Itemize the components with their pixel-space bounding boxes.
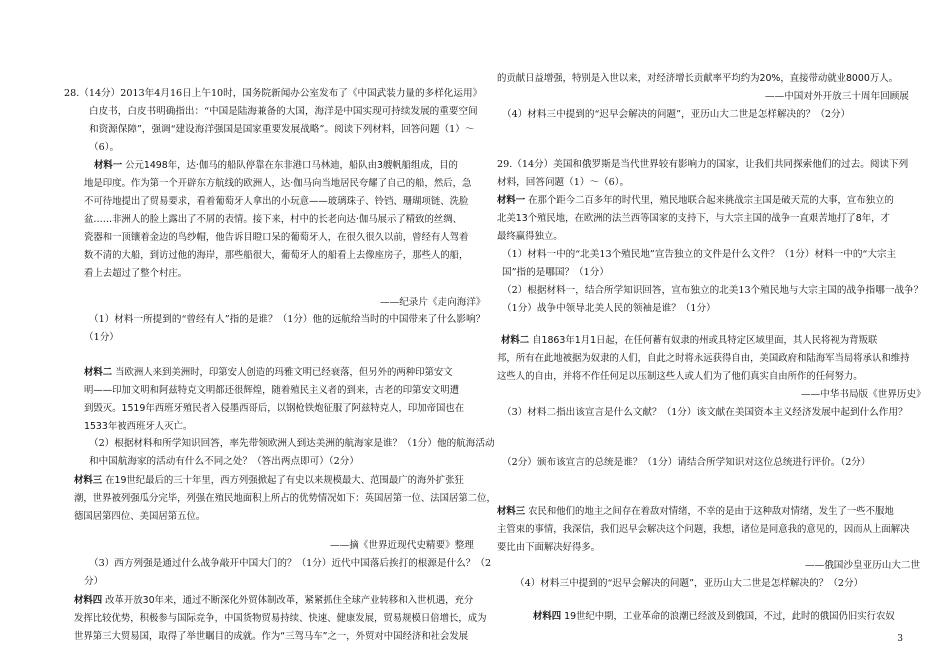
material-4-source: ——中国对外开放三十周年回顾展: [765, 91, 909, 102]
question-1: （1）材料一中的“北美13个殖民地”宣告独立的文件是什么文件？（1分）材料一中的“大宗主: [502, 249, 897, 260]
material-2-line: 材料二 自1863年1月1日起，在任何蓄有奴隶的州或具特定区域里面，其人民将视为背叛联: [501, 335, 878, 346]
material-2-line: 明——印加文明和阿兹特克文明都还很辉煌，随着殖民主义者的到来，古老的印第安文明遭: [84, 385, 460, 396]
material-1-line: 盆……非洲人的脸上露出了不屑的表情。接下来，村中的长老向达·伽马展示了精致的丝绸、: [84, 214, 462, 225]
material-1-line: 材料一 在那个距今二百多年的时代里，殖民地联合起来挑战宗主国是破天荒的大事，宣布独立的: [497, 195, 894, 206]
q28-line: 白皮书，白皮书明确指出：“中国是陆海兼备的大国，海洋是中国实现可持续发展的重要空间: [89, 106, 478, 117]
material-1-label: 材料一: [94, 160, 123, 171]
question-1: （1分）: [84, 332, 119, 343]
question-3: 分）: [84, 576, 104, 587]
q28-line: 和资源保障”，强调“建设海洋强国是国家重要发展战略”。阅读下列材料，回答问题（1）～: [89, 124, 475, 135]
material-1-line: 数不清的大船，到访过他的海岸，那些船很大，葡萄牙人的船看上去像座房子，那些人的船，: [84, 250, 469, 261]
material-1-line: 地是印度。作为第一个开辟东方航线的欧洲人，达·伽马向当地居民夸耀了自己的船，然后，急: [84, 178, 472, 189]
material-3-line: 材料三 在19世纪最后的三十年里，西方列强掀起了有史以来规模最大、范围最广的海外扩张狂: [74, 475, 464, 486]
material-4-line: 世界第三大贸易国，取得了举世瞩目的成就。作为“三驾马车”之一，外贸对中国经济和社会发展: [74, 631, 469, 642]
material-3-source: ——摘《世界近现代史精要》整理: [330, 540, 474, 551]
material-3-line: 潮，世界被列强瓜分完毕，列强在殖民地面积上所占的优势情况如下：英国居第一位、法国居第二位，: [74, 493, 496, 504]
q28-line: （6）。: [89, 142, 120, 153]
material-1-source: ——纪录片《走向海洋》: [380, 297, 486, 308]
material-3-line: 要比由下面解决好得多。: [497, 542, 601, 553]
q29-line: 29.（14分）美国和俄罗斯是当代世界较有影响力的国家，让我们共同探索他们的过去。阅读下列: [497, 159, 909, 170]
material-2-line: 这些人的自由，并将不作任何足以压制这些人或人们为了他们真实自由所作的任何努力。: [497, 371, 863, 382]
material-4-line: 发挥比较优势，积极参与国际竞争，中国货物贸易持续、快速、健康发展，贸易规模日倍增长，成为: [74, 613, 487, 624]
material-1-line: 不可待地提出了贸易要求，看着葡萄牙人拿出的小玩意——玻璃珠子、铃铛、珊瑚项链、洗脸: [84, 196, 469, 207]
question-3: （2分）颁布该宣言的总统是谁？（1分）请结合所学知识对这位总统进行评价。（2分）: [502, 457, 871, 468]
material-4-line: 材料四 改革开放30年来，通过不断深化外贸体制改革，紧紧抓住全球产业转移和入世机遇，充分: [74, 595, 474, 606]
question-4: （4）材料三中提到的“迟早会解决的问题”，亚历山大二世是怎样解决的？（2分）: [515, 578, 864, 589]
material-1-line: 瓷器和一顶镶着金边的鸟纱帽，他告诉目瞪口呆的葡萄牙人，在很久很久以前，曾经有人驾着: [84, 232, 469, 243]
material-3-label: 材料三: [497, 506, 526, 517]
page-number: 3: [897, 634, 903, 644]
material-2-line: 到毁灭。1519年西班牙殖民者入侵墨西哥后，以钢枪铁炮征服了阿兹特克人，印加帝国也在: [84, 403, 465, 414]
material-2-line: 邦，所有在此地被据为奴隶的人们，自此之时将永远获得自由，美国政府和陆海军当局将承认和维持: [497, 353, 910, 364]
material-4-continuation: 的贡献日益增强，特别是入世以来，对经济增长贡献率平均约为20%，直接带动就业8000万人。: [497, 73, 898, 84]
question-1: 国”指的是哪国？（1分）: [502, 267, 609, 278]
material-1-line: 北美13个殖民地，在欧洲的法兰西等国家的支持下，与大宗主国的战争一直艰苦地打了8年，才: [497, 213, 890, 224]
material-1-line: 材料一 公元1498年，达·伽马的船队停靠在东非港口马林迪，船队由3艘帆船组成，目的: [94, 160, 458, 171]
material-4-label: 材料四: [533, 611, 562, 622]
material-1-label: 材料一: [497, 195, 526, 206]
material-4-line: 材料四 19世纪中期，工业革命的浪潮已经波及到俄国，不过，此时的俄国仍旧实行农奴: [533, 611, 895, 622]
material-4-label: 材料四: [74, 595, 103, 606]
question-1: （1）材料一所提到的“曾经有人”指的是谁？（1分）他的远航给当时的中国带来了什么影响？: [89, 314, 486, 325]
q29-line: 材料，回答问题（1）～（6）。: [497, 177, 630, 188]
material-2-label: 材料二: [501, 335, 530, 346]
material-2-label: 材料二: [84, 367, 113, 378]
material-3-line: 主管束的事情，我深信，我们迟早会解决这个问题，我想，诸位是同意我的意见的，因而从上面解决: [497, 524, 910, 535]
material-3-line: 材料三 农民和他们的地主之间存在着敌对情绪，不幸的是由于这种敌对情绪，发生了一些不服地: [497, 506, 894, 517]
material-3-source: ——俄国沙皇亚历山大二世: [805, 560, 921, 571]
material-2-line: 材料二 当欧洲人来到美洲时，印第安人创造的玛雅文明已经衰落，但另外的两种印第安文: [84, 367, 453, 378]
question-3: （3）材料二指出该宣言是什么文献？（1分）该文献在美国资本主义经济发展中起到什么作用？: [502, 407, 908, 418]
material-1-line: 看上去超过了整个村庄。: [84, 268, 188, 279]
question-2: （2）根据材料一，结合所学知识回答，宣布独立的北美13个殖民地与大宗主国的战争指哪一战争？: [502, 285, 924, 296]
question-2: 和中国航海家的活动有什么不同之处？（答出两点即可）（2分）: [89, 456, 359, 467]
question-3: （3）西方列强是通过什么战争敲开中国大门的？（1分）近代中国落后挨打的根源是什么？（2: [89, 558, 492, 569]
material-3-line: 德国居第四位、美国居第五位。: [74, 511, 206, 522]
question-2: （2）根据材料和所学知识回答，率先带领欧洲人到达美洲的航海家是谁？（1分）他的航海活动: [89, 438, 495, 449]
material-3-label: 材料三: [74, 475, 103, 486]
question-2: （1分）战争中领导北美人民的领袖是谁？（1分）: [502, 303, 716, 314]
material-2-line: 1533年被西班牙人灭亡。: [84, 421, 193, 432]
question-4: （4）材料三中提到的“迟早会解决的问题”，亚历山大二世是怎样解决的？（2分）: [502, 109, 851, 120]
q28-line: 28.（14分）2013年4月16日上午10时，国务院新闻办公室发布了《中国武装力量的多样化运用》: [64, 88, 483, 99]
material-1-line: 最终赢得独立。: [497, 231, 563, 242]
material-2-source: ——中华书局版《世界历史》: [801, 389, 926, 400]
